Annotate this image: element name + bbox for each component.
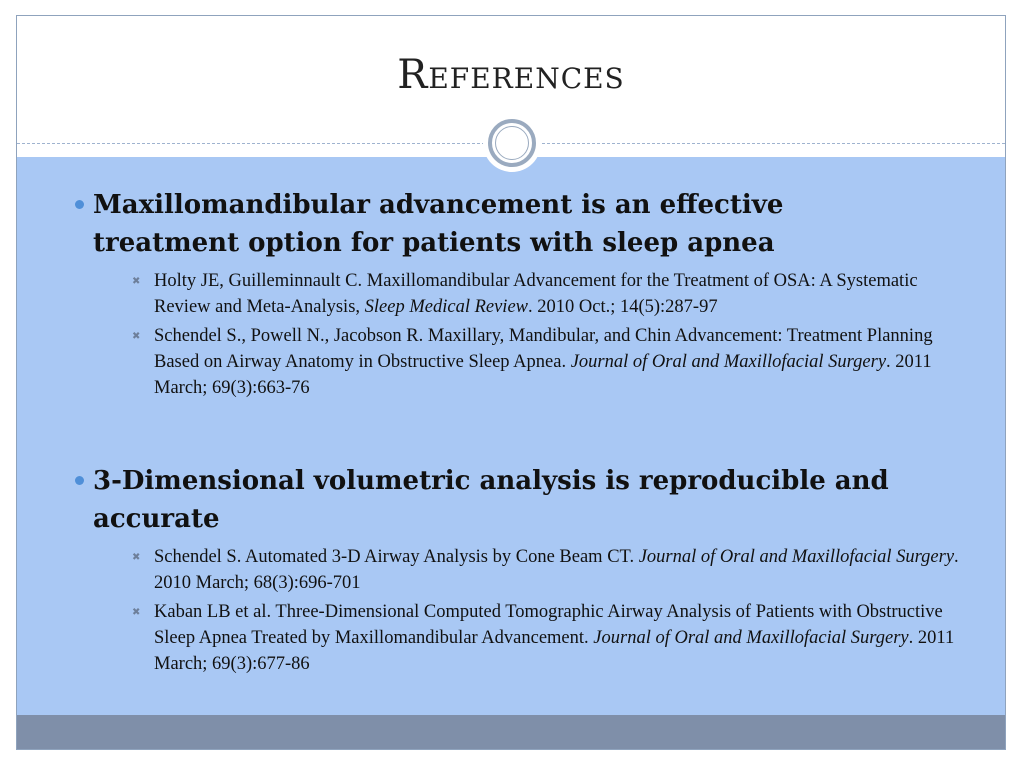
bullet-section-2 <box>17 462 1005 677</box>
reference-item <box>132 268 964 320</box>
filled-circle-bullet-icon <box>75 476 84 485</box>
reference-journal: Sleep Medical Review <box>364 297 528 317</box>
reference-journal: Journal of Oral and Maxillofacial Surgery <box>593 628 909 648</box>
reference-item <box>132 599 964 677</box>
reference-details: . 2010 March; 68(3):696-701 <box>154 547 959 593</box>
reference-text: Holty JE, Guilleminnault C. Maxillomandibular Advancement for the Treatment of OSA: A Systematic Review and Meta-Analysis, <box>154 271 918 317</box>
reference-details: . 2011 March; 69(3):663-76 <box>154 352 932 398</box>
reference-text: Schendel S. Automated 3-D Airway Analysis by Cone Beam CT. <box>154 547 639 567</box>
reference-item <box>132 323 964 401</box>
reference-text: Kaban LB et al. Three-Dimensional Computed Tomographic Airway Analysis of Patients with Obstructive Sleep Apnea Treated by Maxillomandibular Advancement. <box>154 602 943 648</box>
cross-bullet-icon: ✖ <box>132 607 141 618</box>
reference-journal: Journal of Oral and Maxillofacial Surgery <box>570 352 887 372</box>
slide-title: References <box>397 52 625 98</box>
reference-text: Schendel S., Powell N., Jacobson R. Maxillary, Mandibular, and Chin Advancement: Treatment Planning Based on Airway Anatomy in Obstructive Sleep Apnea. <box>154 326 933 372</box>
bullet-heading <box>93 462 893 538</box>
cross-bullet-icon: ✖ <box>132 276 141 287</box>
slide <box>16 15 1006 750</box>
cross-bullet-icon: ✖ <box>132 331 141 342</box>
reference-journal: Journal of Oral and Maxillofacial Surgery <box>638 547 955 567</box>
bullet-heading <box>93 186 893 262</box>
ring-divider-inner-ring <box>495 126 529 160</box>
cross-bullet-icon: ✖ <box>132 552 141 563</box>
reference-details: . 2010 Oct.; 14(5):287-97 <box>528 297 718 317</box>
filled-circle-bullet-icon <box>75 200 84 209</box>
bullet-heading-text: Maxillomandibular advancement is an effective treatment option for patients with sleep apnea <box>93 190 784 258</box>
footer-band <box>17 715 1005 750</box>
reference-item <box>132 544 964 596</box>
bullet-section-1 <box>17 186 1005 401</box>
bullet-heading-text: 3-Dimensional volumetric analysis is reproducible and accurate <box>93 466 889 534</box>
reference-details: . 2011 March; 69(3):677-86 <box>154 628 955 674</box>
